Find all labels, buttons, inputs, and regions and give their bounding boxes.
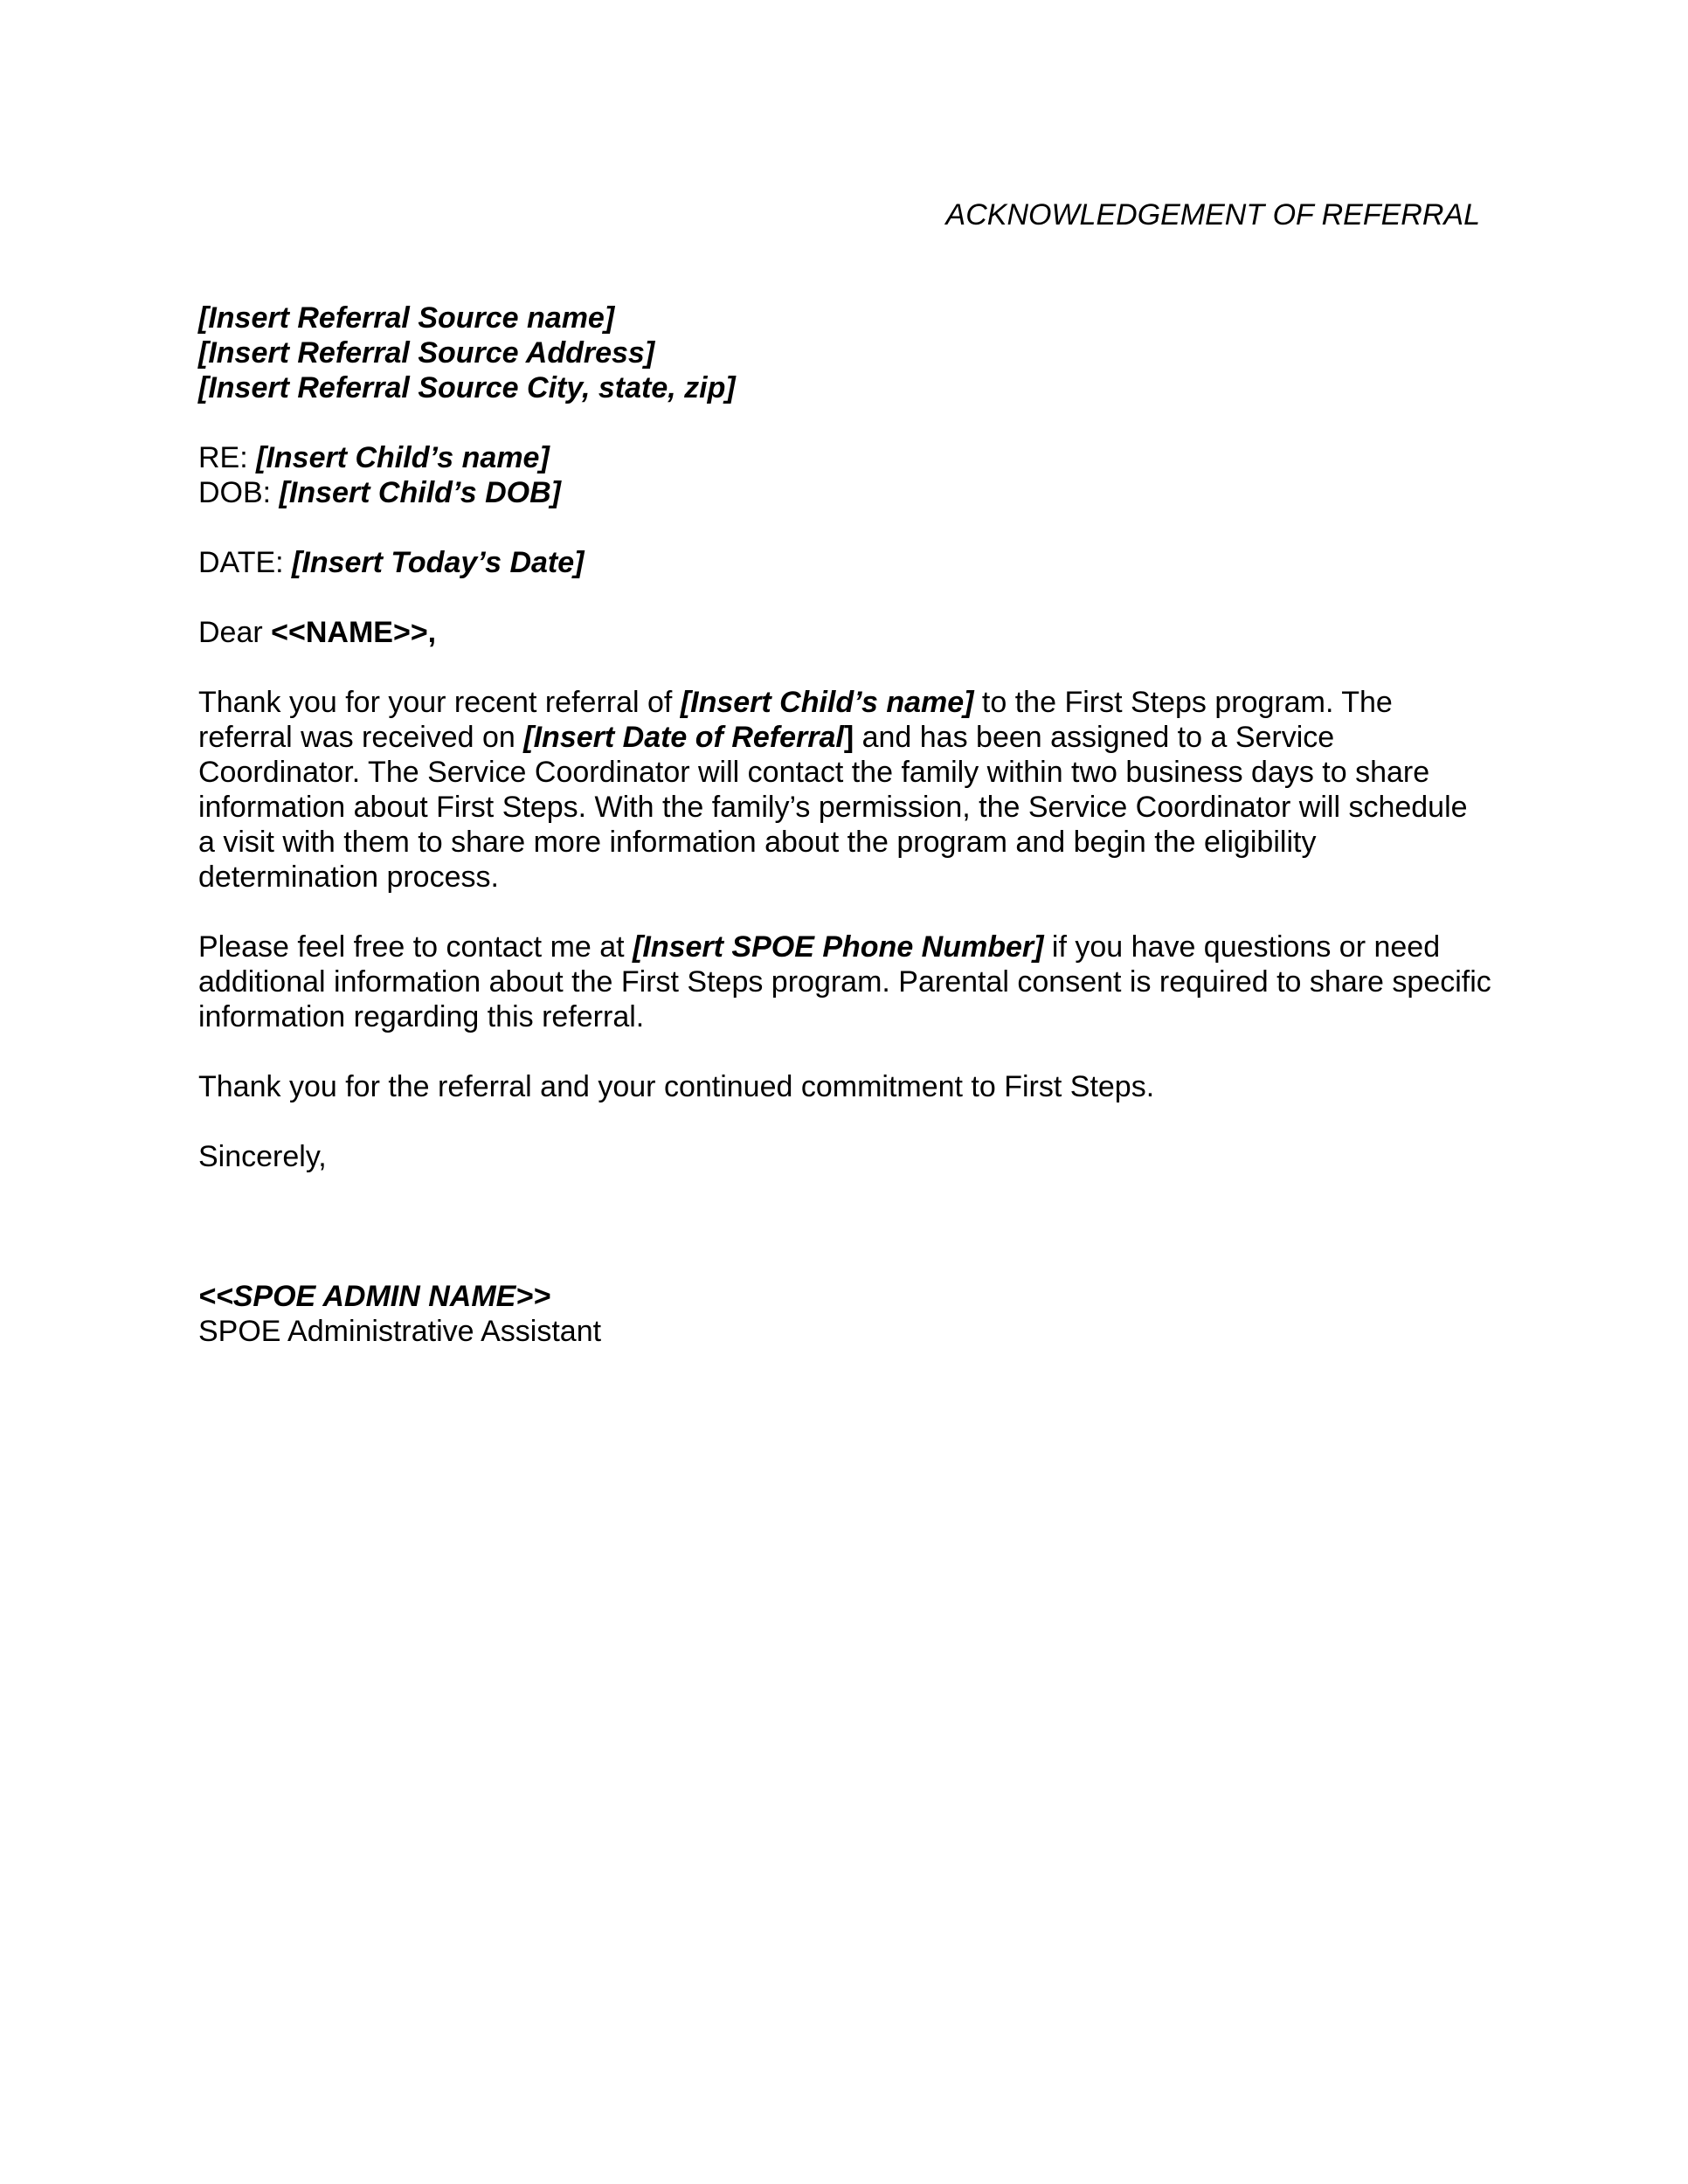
p1-referral-date-bracket: ] <box>843 721 854 754</box>
signature-space <box>198 1209 1491 1279</box>
p2-phone-number: [Insert SPOE Phone Number] <box>633 930 1044 964</box>
date-value: [Insert Today’s Date] <box>292 546 585 579</box>
salutation <box>198 615 1491 650</box>
re-block <box>198 440 1491 510</box>
document-title: ACKNOWLEDGEMENT OF REFERRAL <box>945 198 1480 232</box>
re-label: RE: <box>198 441 257 474</box>
address-line-street: [Insert Referral Source Address] <box>198 336 655 370</box>
p1-text-1: Thank you for your recent referral of <box>198 686 681 719</box>
p2-text-2: if you have questions or need additional information about the First Steps program. Parental consent is required to share specific information regarding this referral. <box>198 930 1491 1033</box>
address-line-city: [Insert Referral Source City, state, zip] <box>198 371 736 404</box>
recipient-address <box>198 301 1491 405</box>
dob-label: DOB: <box>198 476 280 509</box>
date-line <box>198 545 1491 580</box>
signature-name: <<SPOE ADMIN NAME>> <box>198 1280 551 1313</box>
re-line <box>198 440 1491 475</box>
p1-text-3: and has been assigned to a Service Coordinator. The Service Coordinator will contact the family within two business days to share information about First Steps. With the family’s permission, the Service Coordinator will schedule a visit with them to share more information about the program and begin the eligibility determination process. <box>198 721 1468 894</box>
date-label: DATE: <box>198 546 293 579</box>
signature-block <box>198 1279 1491 1349</box>
paragraph-referral-received <box>198 685 1491 895</box>
p1-child-name: [Insert Child’s name] <box>680 686 974 719</box>
p2-text-1: Please feel free to contact me at <box>198 930 633 964</box>
paragraph-thanks: Thank you for the referral and your continued commitment to First Steps. <box>198 1070 1155 1103</box>
letter-body <box>198 301 1491 1349</box>
salutation-name: <<NAME>>, <box>271 616 437 649</box>
p1-referral-date: [Insert Date of Referral <box>523 721 844 754</box>
signature-role: SPOE Administrative Assistant <box>198 1315 602 1348</box>
address-line-name: [Insert Referral Source name] <box>198 301 615 335</box>
p1-text-2: to the First Steps program. The referral was received on <box>198 686 1393 754</box>
closing: Sincerely, <box>198 1140 327 1173</box>
salutation-prefix: Dear <box>198 616 272 649</box>
dob-value: [Insert Child’s DOB] <box>279 476 561 509</box>
dob-line <box>198 475 1491 510</box>
paragraph-contact <box>198 930 1491 1034</box>
re-value: [Insert Child’s name] <box>256 441 550 474</box>
